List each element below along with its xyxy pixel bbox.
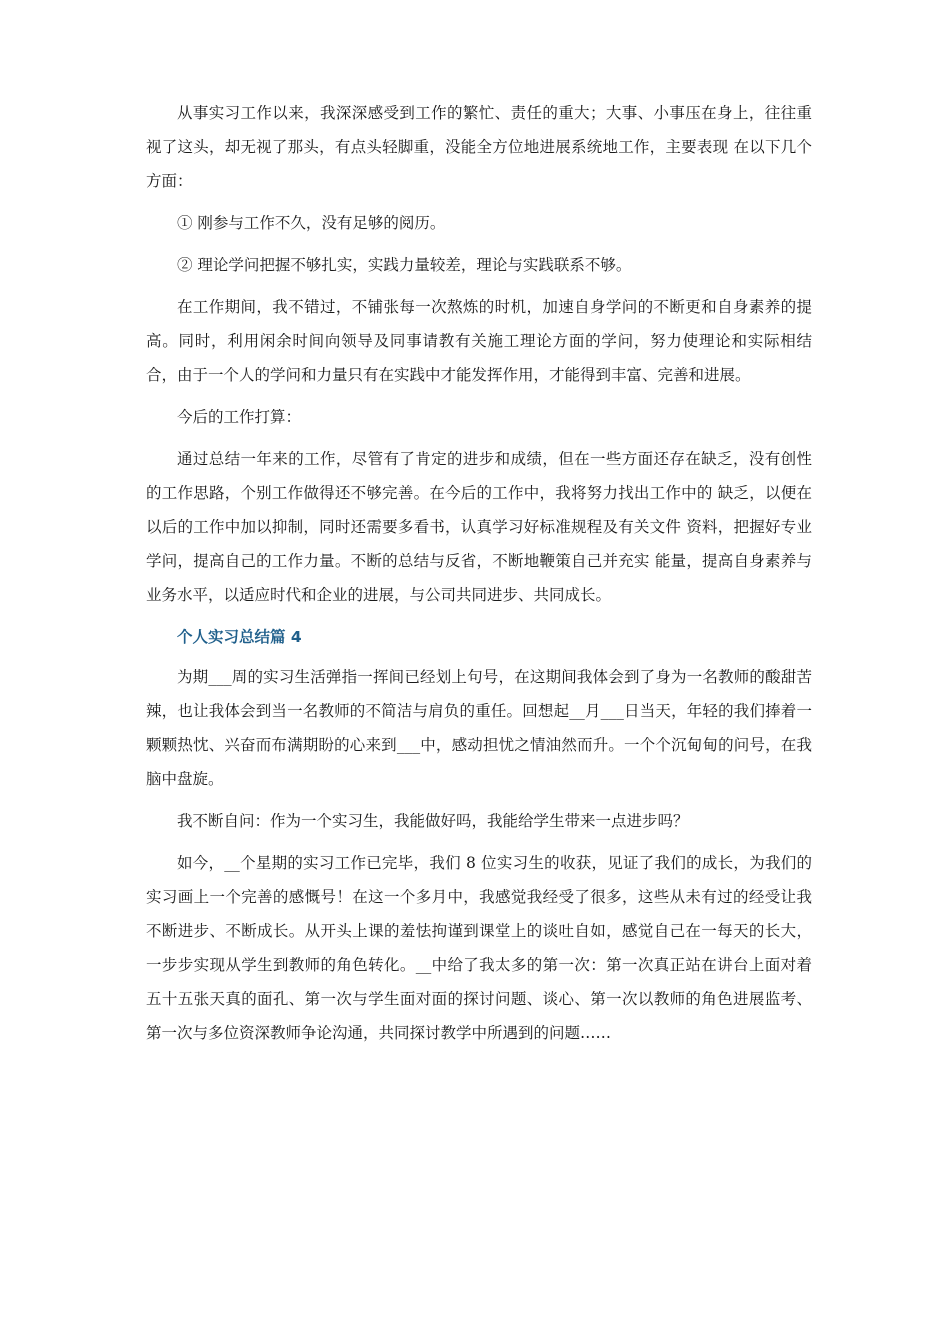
paragraph-internship-intro: 为期___周的实习生活弹指一挥间已经划上句号，在这期间我体会到了身为一名教师的酸甜苦辣，也让我体会到当一名教师的不简洁与肩负的重任。回想起__月___日当天，年轻的我们捧着一颗颗热忱、兴奋而布满期盼的心来到___中，感动担忧之情油然而升。一个个沉甸甸的问号，在我脑中盘旋。 bbox=[146, 668, 812, 788]
paragraph-work-period: 在工作期间，我不错过，不铺张每一次熬炼的时机，加速自身学问的不断更和自身素养的提高。同时，利用闲余时间向领导及同事请教有关施工理论方面的学问，努力使理论和实际相结合，由于一个人的学问和力量只有在实践中才能发挥作用，才能得到丰富、完善和进展。 bbox=[146, 298, 812, 384]
section-title: 个人实习总结篇 4 bbox=[177, 628, 302, 646]
paragraph-self-question: 我不断自问：作为一个实习生，我能做好吗，我能给学生带来一点进步吗？ bbox=[177, 812, 689, 830]
paragraph-work-reflection: 从事实习工作以来，我深深感受到工作的繁忙、责任的重大；大事、小事压在身上，往往重视了这头，却无视了那头，有点头轻脚重，没能全方位地进展系统地工作，主要表现 在以下几个方面： bbox=[146, 104, 812, 190]
paragraph-future-plan: 通过总结一年来的工作，尽管有了肯定的进步和成绩，但在一些方面还存在缺乏，没有创性的工作思路，个别工作做得还不够完善。在今后的工作中，我将努力找出工作中的 缺乏，以便在以后的工作中加以抑制，同时还需要多看书，认真学习好标准规程及有关文件 资料，把握好专业学问，提高自己的工作力量。不断的总结与反省，不断地鞭策自己并充实 能量，提高自身素养与业务水平，以适应时代和企业的进展，与公司共同进步、共同成长。 bbox=[146, 450, 812, 604]
list-item-theory: ② 理论学问把握不够扎实，实践力量较差，理论与实践联系不够。 bbox=[177, 256, 632, 274]
paragraph-future-plan-heading: 今后的工作打算： bbox=[177, 408, 302, 426]
list-item-experience: ① 刚参与工作不久，没有足够的阅历。 bbox=[177, 214, 446, 232]
paragraph-internship-growth: 如今，__个星期的实习工作已完毕，我们 8 位实习生的收获，见证了我们的成长，为我们的实习画上一个完善的感慨号！在这一个多月中，我感觉我经受了很多，这些从未有过的经受让我不断进步、不断成长。从开头上课的羞怯拘谨到课堂上的谈吐自如，感觉自己在一每天的长大，一步步实现从学生到教师的角色转化。__中给了我太多的第一次：第一次真正站在讲台上面对着五十五张天真的面孔、第一次与学生面对面的探讨问题、谈心、第一次以教师的角色进展监考、第一次与多位资深教师争论沟通，共同探讨教学中所遇到的问题…… bbox=[146, 854, 812, 1042]
document-page bbox=[146, 96, 812, 1058]
